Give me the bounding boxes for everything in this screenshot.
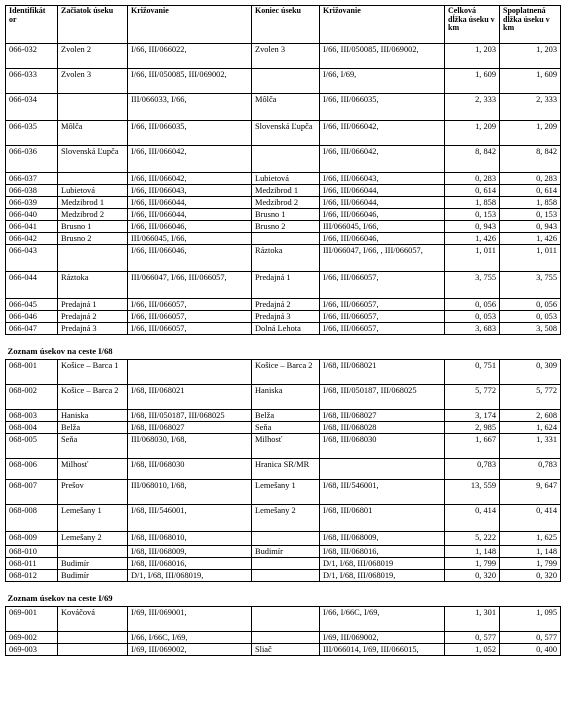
cell-section-end: Dolná Lehota: [252, 323, 320, 335]
cell-section-end: Seňa: [252, 422, 320, 434]
table-row: [6, 480, 561, 505]
header-crossing-start: Križovanie: [128, 6, 252, 44]
cell-section-start: Zvolen 3: [58, 69, 128, 94]
cell-crossing-start: III/068030, I/68,: [128, 434, 252, 459]
cell-section-start: [58, 173, 128, 185]
cell-total-length: 1, 203: [445, 44, 500, 69]
table-row: [6, 209, 561, 221]
cell-section-end: Medzibrod 1: [252, 185, 320, 197]
cell-crossing-start: I/66, III/066057,: [128, 299, 252, 311]
cell-toll-length: 1, 331: [500, 434, 561, 459]
cell-toll-length: 1, 858: [500, 197, 561, 209]
cell-toll-length: 0, 414: [500, 505, 561, 532]
cell-identifier: 068-007: [6, 480, 58, 505]
table-row: [6, 221, 561, 233]
cell-crossing-end: I/68, III/068009,: [320, 532, 445, 546]
cell-identifier: 066-041: [6, 221, 58, 233]
cell-section-start: [58, 632, 128, 644]
header-total-length: Celková dĺžka úseku v km: [445, 6, 500, 44]
table-row: [6, 233, 561, 245]
cell-identifier: 066-039: [6, 197, 58, 209]
table-row: [6, 546, 561, 558]
cell-total-length: 1, 609: [445, 69, 500, 94]
cell-crossing-start: I/66, III/066057,: [128, 323, 252, 335]
cell-total-length: 0, 577: [445, 632, 500, 644]
cell-section-end: Lemešany 2: [252, 505, 320, 532]
table-row: [6, 570, 561, 582]
cell-crossing-start: [128, 360, 252, 385]
header-identifier: Identifikát or: [6, 6, 58, 44]
cell-section-start: Medzibrod 2: [58, 209, 128, 221]
cell-section-end: Belža: [252, 410, 320, 422]
cell-total-length: 0, 053: [445, 311, 500, 323]
cell-crossing-end: I/66, III/066035,: [320, 94, 445, 121]
cell-toll-length: 1, 209: [500, 121, 561, 146]
table-row: [6, 69, 561, 94]
cell-total-length: 0, 614: [445, 185, 500, 197]
cell-identifier: 066-036: [6, 146, 58, 173]
cell-section-end: Predajná 1: [252, 272, 320, 299]
cell-toll-length: 5, 772: [500, 385, 561, 410]
cell-crossing-start: I/66, III/066043,: [128, 185, 252, 197]
cell-identifier: 066-044: [6, 272, 58, 299]
table-row: [6, 422, 561, 434]
cell-crossing-start: I/68, III/068027: [128, 422, 252, 434]
cell-section-start: Lemešany 1: [58, 505, 128, 532]
cell-total-length: 3, 683: [445, 323, 500, 335]
cell-section-start: Predajná 2: [58, 311, 128, 323]
cell-crossing-end: I/68, III/546001,: [320, 480, 445, 505]
cell-section-end: Ráztoka: [252, 245, 320, 272]
cell-crossing-start: I/68, III/068030: [128, 459, 252, 480]
cell-section-end: Lubietová: [252, 173, 320, 185]
cell-total-length: 1, 858: [445, 197, 500, 209]
table-row: [6, 146, 561, 173]
cell-section-start: Zvolen 2: [58, 44, 128, 69]
cell-section-start: [58, 644, 128, 656]
cell-crossing-start: III/066047, I/66, III/066057,: [128, 272, 252, 299]
cell-toll-length: 0, 320: [500, 570, 561, 582]
cell-section-end: Brusno 1: [252, 209, 320, 221]
cell-crossing-end: I/66, III/066057,: [320, 323, 445, 335]
cell-toll-length: 0, 577: [500, 632, 561, 644]
table-row: [6, 505, 561, 532]
cell-crossing-end: [320, 459, 445, 480]
cell-section-start: Kováčová: [58, 607, 128, 632]
cell-section-end: Zvolen 3: [252, 44, 320, 69]
cell-identifier: 069-002: [6, 632, 58, 644]
cell-section-end: [252, 558, 320, 570]
cell-section-start: Budimír: [58, 558, 128, 570]
cell-crossing-end: I/68, III/050187, III/068025: [320, 385, 445, 410]
cell-crossing-start: I/66, III/066022,: [128, 44, 252, 69]
cell-section-end: Medzibrod 2: [252, 197, 320, 209]
cell-toll-length: 0, 153: [500, 209, 561, 221]
cell-section-start: Milhosť: [58, 459, 128, 480]
cell-crossing-end: I/66, I/69,: [320, 69, 445, 94]
cell-section-end: Predajná 3: [252, 311, 320, 323]
cell-crossing-start: I/68, III/546001,: [128, 505, 252, 532]
table-row: [6, 323, 561, 335]
cell-total-length: 1, 148: [445, 546, 500, 558]
cell-identifier: 068-002: [6, 385, 58, 410]
cell-identifier: 066-042: [6, 233, 58, 245]
cell-crossing-start: I/66, III/066035,: [128, 121, 252, 146]
header-crossing-end: Križovanie: [320, 6, 445, 44]
cell-crossing-start: I/69, III/069001,: [128, 607, 252, 632]
cell-section-end: Lemešany 1: [252, 480, 320, 505]
cell-total-length: 0, 751: [445, 360, 500, 385]
cell-identifier: 068-005: [6, 434, 58, 459]
cell-identifier: 068-010: [6, 546, 58, 558]
table-row: [6, 311, 561, 323]
cell-crossing-start: I/66, III/066057,: [128, 311, 252, 323]
table-header-row: [6, 6, 561, 44]
cell-total-length: 1, 426: [445, 233, 500, 245]
cell-crossing-start: I/66, III/066044,: [128, 209, 252, 221]
cell-section-start: Budimír: [58, 570, 128, 582]
cell-section-start: Brusno 2: [58, 233, 128, 245]
cell-total-length: 1, 301: [445, 607, 500, 632]
cell-crossing-start: I/66, III/066046,: [128, 221, 252, 233]
table-row: [6, 607, 561, 632]
cell-crossing-end: I/68, III/068021: [320, 360, 445, 385]
toll-sections-table: [5, 5, 561, 656]
cell-section-end: Sliač: [252, 644, 320, 656]
cell-section-start: [58, 245, 128, 272]
cell-crossing-start: I/68, III/068010,: [128, 532, 252, 546]
cell-toll-length: 1, 625: [500, 532, 561, 546]
table-row: [6, 245, 561, 272]
cell-section-start: Ráztoka: [58, 272, 128, 299]
cell-total-length: 3, 174: [445, 410, 500, 422]
cell-crossing-end: I/66, III/066043,: [320, 173, 445, 185]
cell-total-length: 0, 320: [445, 570, 500, 582]
cell-total-length: 1, 052: [445, 644, 500, 656]
table-body-i69: [6, 607, 561, 656]
cell-section-start: Slovenská Ľupča: [58, 146, 128, 173]
cell-crossing-start: I/68, III/050187, III/068025: [128, 410, 252, 422]
cell-total-length: 5, 772: [445, 385, 500, 410]
cell-section-start: Seňa: [58, 434, 128, 459]
cell-crossing-end: I/66, III/066046,: [320, 209, 445, 221]
cell-toll-length: 0, 309: [500, 360, 561, 385]
table-row: [6, 644, 561, 656]
cell-crossing-end: I/66, III/066042,: [320, 121, 445, 146]
header-section-end: Koniec úseku: [252, 6, 320, 44]
cell-section-end: [252, 69, 320, 94]
table-row: [6, 360, 561, 385]
cell-total-length: 0, 414: [445, 505, 500, 532]
table-row: [6, 532, 561, 546]
cell-toll-length: 2, 333: [500, 94, 561, 121]
cell-crossing-start: I/66, III/066042,: [128, 146, 252, 173]
cell-section-start: Prešov: [58, 480, 128, 505]
table-row: [6, 632, 561, 644]
cell-section-end: Haniska: [252, 385, 320, 410]
cell-crossing-start: I/66, I/66C, I/69,: [128, 632, 252, 644]
cell-toll-length: 1, 148: [500, 546, 561, 558]
table-row: [6, 410, 561, 422]
cell-crossing-start: I/68, III/068016,: [128, 558, 252, 570]
cell-section-start: [58, 546, 128, 558]
cell-toll-length: 3, 508: [500, 323, 561, 335]
cell-identifier: 066-033: [6, 69, 58, 94]
cell-crossing-end: I/66, III/050085, III/069002,: [320, 44, 445, 69]
table-row: [6, 173, 561, 185]
cell-crossing-end: I/69, III/069002,: [320, 632, 445, 644]
cell-identifier: 068-004: [6, 422, 58, 434]
table-row: [6, 434, 561, 459]
cell-crossing-end: I/66, III/066057,: [320, 311, 445, 323]
cell-toll-length: 0, 400: [500, 644, 561, 656]
cell-section-end: Košice – Barca 2: [252, 360, 320, 385]
cell-section-end: Predajná 2: [252, 299, 320, 311]
cell-crossing-start: III/066045, I/66,: [128, 233, 252, 245]
cell-toll-length: 0,783: [500, 459, 561, 480]
cell-section-end: [252, 532, 320, 546]
cell-section-start: Predajná 3: [58, 323, 128, 335]
cell-toll-length: 0, 943: [500, 221, 561, 233]
cell-total-length: 1, 209: [445, 121, 500, 146]
cell-identifier: 068-008: [6, 505, 58, 532]
table-row: [6, 185, 561, 197]
table-row: [6, 459, 561, 480]
table-row: [6, 44, 561, 69]
cell-identifier: 068-001: [6, 360, 58, 385]
cell-identifier: 066-037: [6, 173, 58, 185]
cell-identifier: 068-003: [6, 410, 58, 422]
cell-total-length: 2, 333: [445, 94, 500, 121]
cell-section-start: Belža: [58, 422, 128, 434]
cell-crossing-end: I/66, III/066046,: [320, 233, 445, 245]
cell-section-end: [252, 632, 320, 644]
cell-total-length: 3, 755: [445, 272, 500, 299]
cell-identifier: 066-035: [6, 121, 58, 146]
cell-toll-length: 2, 608: [500, 410, 561, 422]
cell-crossing-end: I/66, III/066057,: [320, 299, 445, 311]
cell-total-length: 1, 011: [445, 245, 500, 272]
cell-identifier: 066-047: [6, 323, 58, 335]
cell-section-start: Môlča: [58, 121, 128, 146]
cell-toll-length: 3, 755: [500, 272, 561, 299]
cell-total-length: 2, 985: [445, 422, 500, 434]
cell-crossing-end: I/66, III/066042,: [320, 146, 445, 173]
section-heading-i68: Zoznam úsekov na ceste I/68: [7, 346, 113, 356]
cell-crossing-start: I/68, III/068021: [128, 385, 252, 410]
cell-section-end: Budimír: [252, 546, 320, 558]
cell-crossing-end: I/66, III/066044,: [320, 185, 445, 197]
cell-toll-length: 1, 624: [500, 422, 561, 434]
cell-crossing-start: I/68, III/068009,: [128, 546, 252, 558]
cell-toll-length: 1, 203: [500, 44, 561, 69]
cell-section-start: [58, 94, 128, 121]
cell-crossing-end: I/66, III/066057,: [320, 272, 445, 299]
table-row: [6, 197, 561, 209]
cell-total-length: 13, 559: [445, 480, 500, 505]
cell-section-start: Lubietová: [58, 185, 128, 197]
cell-total-length: 0, 056: [445, 299, 500, 311]
cell-total-length: 1, 799: [445, 558, 500, 570]
cell-section-end: Slovenská Ľupča: [252, 121, 320, 146]
cell-total-length: 0, 153: [445, 209, 500, 221]
cell-section-end: [252, 607, 320, 632]
cell-crossing-start: I/66, III/066044,: [128, 197, 252, 209]
table-row: [6, 94, 561, 121]
cell-section-start: Medzibrod 1: [58, 197, 128, 209]
cell-identifier: 069-003: [6, 644, 58, 656]
cell-toll-length: 1, 095: [500, 607, 561, 632]
cell-toll-length: 0, 283: [500, 173, 561, 185]
cell-toll-length: 1, 609: [500, 69, 561, 94]
cell-toll-length: 1, 011: [500, 245, 561, 272]
cell-identifier: 066-034: [6, 94, 58, 121]
cell-crossing-start: III/068010, I/68,: [128, 480, 252, 505]
cell-identifier: 066-038: [6, 185, 58, 197]
cell-crossing-end: I/68, III/068027: [320, 410, 445, 422]
cell-crossing-start: I/66, III/050085, III/069002,: [128, 69, 252, 94]
cell-crossing-end: III/066047, I/66, , III/066057,: [320, 245, 445, 272]
table-row: [6, 121, 561, 146]
cell-section-end: Hranica SR/MR: [252, 459, 320, 480]
cell-section-end: Brusno 2: [252, 221, 320, 233]
table-row: [6, 299, 561, 311]
cell-section-end: [252, 570, 320, 582]
cell-identifier: 066-045: [6, 299, 58, 311]
cell-total-length: 0, 283: [445, 173, 500, 185]
cell-total-length: 0, 943: [445, 221, 500, 233]
section-heading-row: [6, 582, 561, 607]
cell-section-end: Môlča: [252, 94, 320, 121]
cell-crossing-end: I/68, III/068016,: [320, 546, 445, 558]
cell-total-length: 1, 667: [445, 434, 500, 459]
cell-crossing-start: I/66, III/066046,: [128, 245, 252, 272]
cell-crossing-end: I/66, I/66C, I/69,: [320, 607, 445, 632]
cell-section-end: [252, 146, 320, 173]
cell-crossing-end: I/68, III/068030: [320, 434, 445, 459]
cell-crossing-end: I/68, III/068028: [320, 422, 445, 434]
cell-toll-length: 0, 056: [500, 299, 561, 311]
cell-toll-length: 9, 647: [500, 480, 561, 505]
cell-toll-length: 8, 842: [500, 146, 561, 173]
section-heading-i69: Zoznam úsekov na ceste I/69: [7, 593, 113, 603]
cell-crossing-start: D/1, I/68, III/068019,: [128, 570, 252, 582]
cell-toll-length: 0, 053: [500, 311, 561, 323]
table-body-i66: [6, 44, 561, 335]
header-section-start: Začiatok úseku: [58, 6, 128, 44]
cell-crossing-start: III/066033, I/66,: [128, 94, 252, 121]
table-body-i68: [6, 360, 561, 582]
cell-identifier: 066-040: [6, 209, 58, 221]
cell-crossing-end: D/1, I/68, III/068019: [320, 558, 445, 570]
cell-section-end: [252, 233, 320, 245]
cell-crossing-end: D/1, I/68, III/068019,: [320, 570, 445, 582]
cell-section-start: Brusno 1: [58, 221, 128, 233]
cell-section-end: Milhosť: [252, 434, 320, 459]
cell-identifier: 068-009: [6, 532, 58, 546]
cell-crossing-end: III/066014, I/69, III/066015,: [320, 644, 445, 656]
cell-crossing-start: I/66, III/066042,: [128, 173, 252, 185]
table-row: [6, 385, 561, 410]
cell-total-length: 8, 842: [445, 146, 500, 173]
cell-section-start: Košice – Barca 1: [58, 360, 128, 385]
cell-section-start: Košice – Barca 2: [58, 385, 128, 410]
cell-toll-length: 0, 614: [500, 185, 561, 197]
header-toll-length: Spoplatnená dĺžka úseku v km: [500, 6, 561, 44]
cell-identifier: 066-032: [6, 44, 58, 69]
cell-total-length: 5, 222: [445, 532, 500, 546]
cell-identifier: 068-006: [6, 459, 58, 480]
cell-crossing-start: I/69, III/069002,: [128, 644, 252, 656]
cell-crossing-end: I/66, III/066044,: [320, 197, 445, 209]
cell-crossing-end: I/68, III/06801: [320, 505, 445, 532]
cell-crossing-end: III/066045, I/66,: [320, 221, 445, 233]
cell-total-length: 0,783: [445, 459, 500, 480]
cell-toll-length: 1, 426: [500, 233, 561, 245]
cell-identifier: 068-012: [6, 570, 58, 582]
cell-section-start: Lemešany 2: [58, 532, 128, 546]
cell-identifier: 068-011: [6, 558, 58, 570]
table-row: [6, 272, 561, 299]
cell-toll-length: 1, 799: [500, 558, 561, 570]
table-row: [6, 558, 561, 570]
cell-section-start: Haniska: [58, 410, 128, 422]
cell-section-start: Predajná 1: [58, 299, 128, 311]
cell-identifier: 066-046: [6, 311, 58, 323]
cell-identifier: 069-001: [6, 607, 58, 632]
section-heading-row: [6, 335, 561, 360]
cell-identifier: 066-043: [6, 245, 58, 272]
